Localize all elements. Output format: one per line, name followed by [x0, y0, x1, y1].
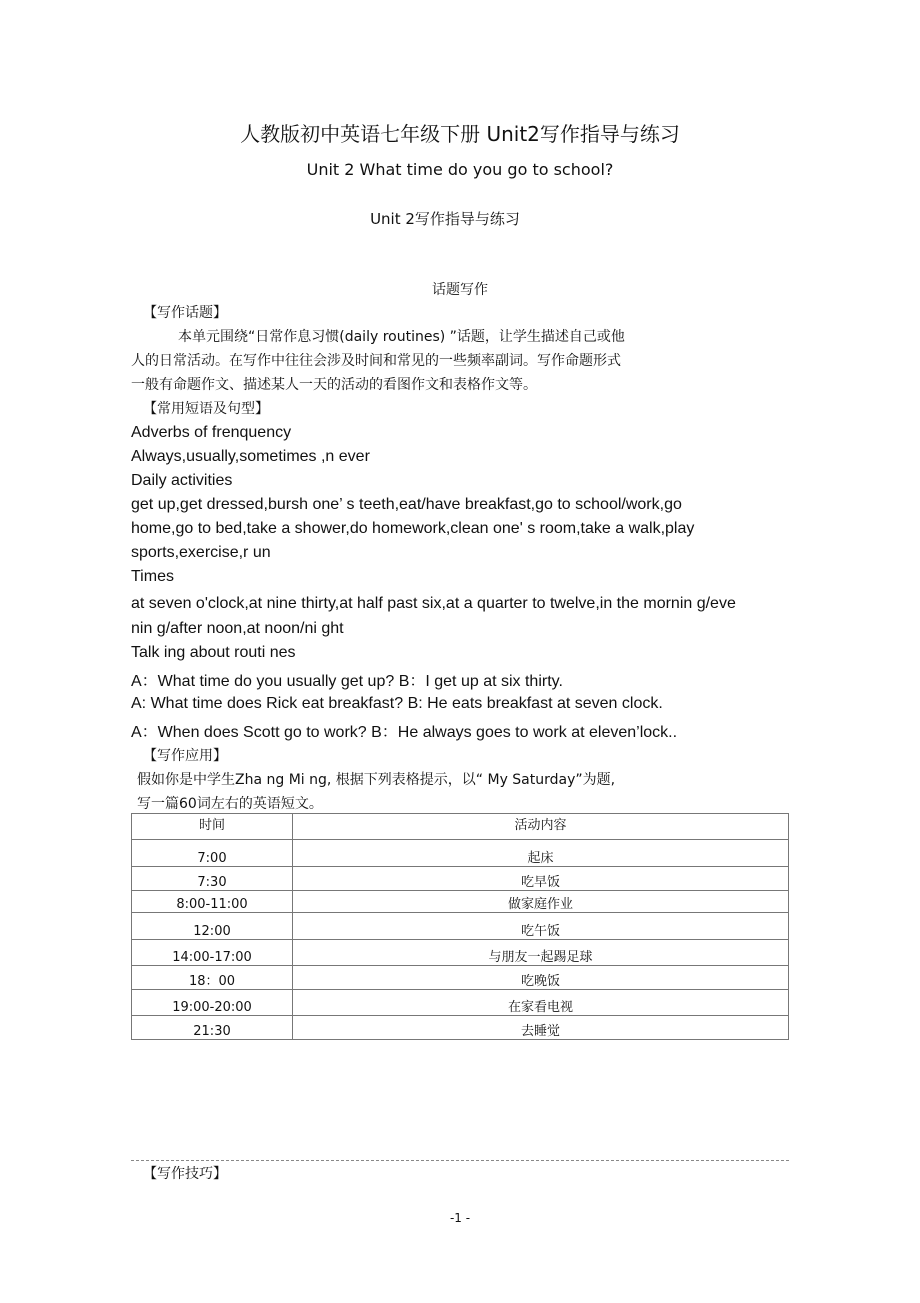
time-cell: 18：00: [132, 966, 293, 990]
phrase-line: at seven o'clock,at nine thirty,at half past six,at a quarter to twelve,in the mornin g/eve: [131, 595, 736, 612]
phrase-line: sports,exercise,r un: [131, 544, 271, 561]
topic-heading: 话题写作: [432, 282, 488, 298]
table-row: [132, 990, 789, 1016]
apply-line-1: 假如你是中学生Zha ng Mi ng, 根据下列表格提示，以“ My Saturday”为题,: [137, 772, 616, 788]
table-row: [132, 913, 789, 940]
section-divider: [131, 1160, 789, 1161]
table-header-row: [132, 814, 789, 840]
table-row: [132, 867, 789, 891]
topic-line-3: 一般有命题作文、描述某人一天的活动的看图作文和表格作文等。: [131, 377, 537, 393]
table-row: [132, 940, 789, 966]
phrase-line: Times: [131, 568, 174, 585]
time-cell: 8:00-11:00: [132, 891, 293, 913]
time-cell: 19:00-20:00: [132, 990, 293, 1016]
phrase-line: home,go to bed,take a shower,do homework,clean one' s room,take a walk,play: [131, 520, 695, 537]
phrase-line: get up,get dressed,bursh one’ s teeth,eat/have breakfast,go to school/work,go: [131, 496, 682, 513]
time-cell: 7:30: [132, 867, 293, 891]
activity-cell: 吃晚饭: [293, 966, 789, 990]
topic-line-1: 本单元围绕“日常作息习惯(daily routines) ”话题，让学生描述自己或他: [178, 329, 625, 345]
apply-line-2: 写一篇60词左右的英语短文。: [137, 796, 323, 812]
table-row: [132, 891, 789, 913]
section-tips-heading: 【写作技巧】: [143, 1166, 227, 1182]
phrase-line: nin g/after noon,at noon/ni ght: [131, 620, 344, 637]
unit-subtitle-2: Unit 2写作指导与练习: [370, 210, 520, 228]
activity-cell: 去睡觉: [293, 1016, 789, 1040]
section-apply-heading: 【写作应用】: [143, 748, 227, 764]
table-row: [132, 840, 789, 867]
activity-cell: 吃早饭: [293, 867, 789, 891]
activity-cell: 在家看电视: [293, 990, 789, 1016]
dialogue-line: A: What time does Rick eat breakfast? B: He eats breakfast at seven clock.: [131, 695, 663, 712]
dialogue-line: A：What time do you usually get up? B：I get up at six thirty.: [131, 673, 563, 690]
table-row: [132, 1016, 789, 1040]
time-cell: 14:00-17:00: [132, 940, 293, 966]
header-activity: 活动内容: [293, 814, 789, 840]
schedule-table: [131, 813, 789, 1040]
header-time: 时间: [132, 814, 293, 840]
activity-cell: 起床: [293, 840, 789, 867]
activity-cell: 与朋友一起踢足球: [293, 940, 789, 966]
phrase-line: Always,usually,sometimes ,n ever: [131, 448, 370, 465]
unit-subtitle: Unit 2 What time do you go to school?: [306, 160, 614, 179]
section-phrases-heading: 【常用短语及句型】: [143, 401, 269, 417]
phrase-line: Daily activities: [131, 472, 233, 489]
activity-cell: 做家庭作业: [293, 891, 789, 913]
page-number: -1 -: [449, 1211, 471, 1225]
dialogue-line: A：When does Scott go to work? B：He always goes to work at eleven’lock..: [131, 724, 678, 741]
topic-line-2: 人的日常活动。在写作中往往会涉及时间和常见的一些频率副词。写作命题形式: [131, 353, 621, 369]
time-cell: 12:00: [132, 913, 293, 940]
page-title: 人教版初中英语七年级下册 Unit2写作指导与练习: [240, 122, 680, 146]
time-cell: 7:00: [132, 840, 293, 867]
section-topic-heading: 【写作话题】: [143, 305, 227, 321]
activity-cell: 吃午饭: [293, 913, 789, 940]
phrase-line: Adverbs of frenquency: [131, 424, 292, 441]
table-row: [132, 966, 789, 990]
time-cell: 21:30: [132, 1016, 293, 1040]
phrase-line: Talk ing about routi nes: [131, 644, 296, 661]
